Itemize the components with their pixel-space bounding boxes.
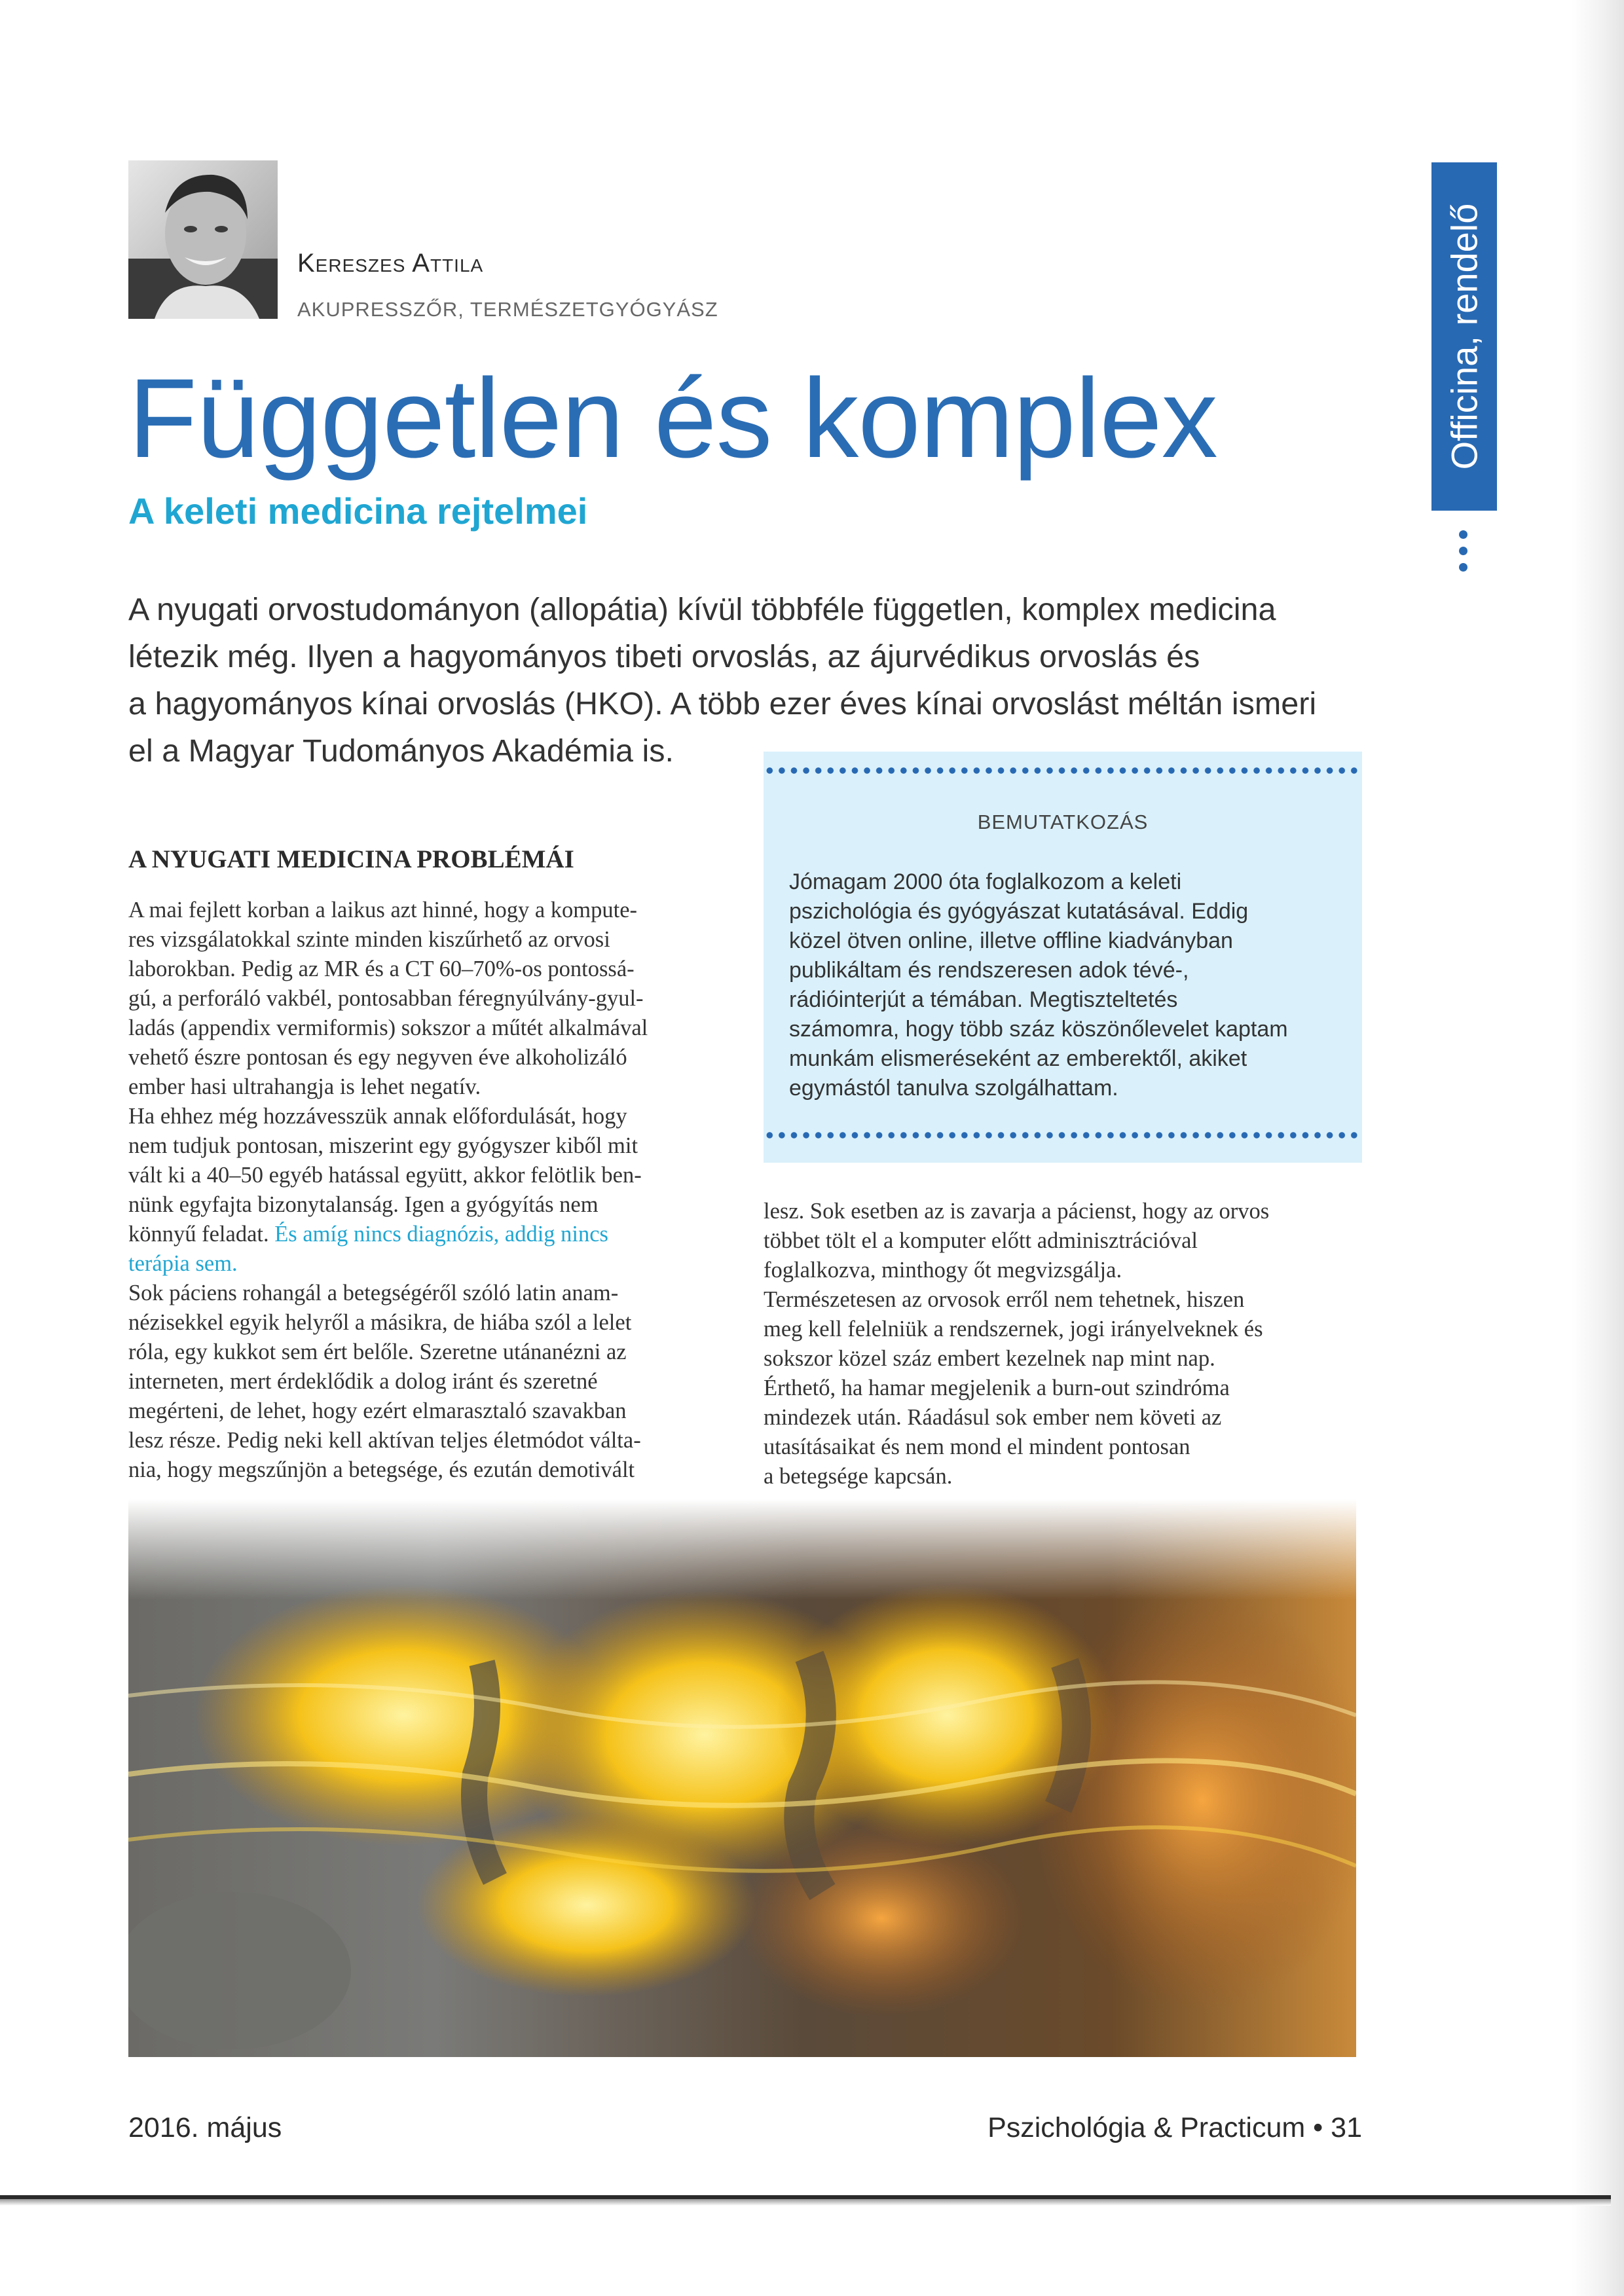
article-subtitle: A keleti medicina rejtelmei — [128, 490, 588, 532]
footer-magazine-page: Pszichológia & Practicum • 31 — [987, 2112, 1362, 2143]
body-line: laborokban. Pedig az MR és a CT 60–70%-os pontossá- — [128, 957, 635, 981]
body-line: Természetesen az orvosok erről nem tehetnek, hiszen — [764, 1287, 1245, 1312]
body-line: sokszor közel száz embert kezelnek nap mint nap. — [764, 1346, 1215, 1371]
body-line: a betegsége kapcsán. — [764, 1464, 953, 1489]
author-portrait — [128, 160, 278, 319]
intro-box-text — [789, 867, 1346, 1103]
box-line: közel ötven online, illetve offline kiadványban — [789, 928, 1233, 953]
article-title: Független és komplex — [128, 355, 1217, 481]
body-line: interneten, mert érdeklődik a dolog iránt és szeretné — [128, 1369, 598, 1394]
reflection-image — [128, 1499, 1356, 2057]
box-line: egymástól tanulva szolgálhattam. — [789, 1076, 1118, 1101]
body-line: ember hasi ultrahangja is lehet negatív. — [128, 1074, 481, 1099]
body-line: Ha ehhez még hozzávesszük annak előfordulását, hogy — [128, 1104, 627, 1129]
body-line: vált ki a 40–50 egyéb hatással együtt, akkor felötlik ben- — [128, 1163, 642, 1188]
water-reflection-photo — [128, 1499, 1356, 2057]
page-bottom-shadow — [0, 2199, 1611, 2206]
body-line: Sok páciens rohangál a betegségéről szóló latin anam- — [128, 1281, 619, 1305]
box-line: publikáltam és rendszeresen adok tévé-, — [789, 958, 1189, 983]
body-line: nünk egyfajta bizonytalanság. Igen a gyógyítás nem — [128, 1192, 599, 1217]
paper-edge-shade — [1572, 0, 1624, 2296]
body-line: vehető észre pontosan és egy negyven éve alkoholizáló — [128, 1045, 627, 1070]
body-line: ladás (appendix vermiformis) sokszor a műtét alkalmával — [128, 1015, 648, 1040]
body-text: könnyű feladat. — [128, 1222, 275, 1247]
body-line: lesz. Sok esetben az is zavarja a pácienst, hogy az orvos — [764, 1199, 1270, 1224]
box-line: Jómagam 2000 óta foglalkozom a keleti — [789, 869, 1182, 894]
author-name: Kereszes Attila — [297, 249, 484, 278]
section-tab-dots — [1455, 530, 1471, 579]
intro-box-title: BEMUTATKOZÁS — [977, 811, 1149, 833]
body-line: foglalkozva, minthogy őt megvizsgálja. — [764, 1258, 1122, 1283]
body-line: megérteni, de lehet, hogy ezért elmarasztaló szavakban — [128, 1398, 627, 1423]
body-line: gú, a perforáló vakbél, pontosabban féregnyúlvány-gyul- — [128, 986, 644, 1011]
body-line: res vizsgálatokkal szinte minden kiszűrhető az orvosi — [128, 927, 610, 952]
box-line: pszichológia és gyógyászat kutatásával. Eddig — [789, 899, 1249, 924]
footer-date: 2016. május — [128, 2112, 282, 2143]
highlighted-quote: És amíg nincs diagnózis, addig nincs — [274, 1222, 608, 1247]
body-line: lesz része. Pedig neki kell aktívan teljes életmódot válta- — [128, 1428, 641, 1453]
box-line: munkám elismeréseként az emberektől, akiket — [789, 1046, 1247, 1071]
lead-paragraph — [128, 586, 1373, 774]
lead-line: a hagyományos kínai orvoslás (HKO). A több ezer éves kínai orvoslást méltán ismeri — [128, 686, 1317, 721]
body-line: meg kell felelniük a rendszernek, jogi irányelveknek és — [764, 1317, 1263, 1341]
box-line: rádióinterjút a témában. Megtiszteltetés — [789, 987, 1178, 1012]
body-line: utasításaikat és nem mond el mindent pontosan — [764, 1434, 1190, 1459]
lead-line: A nyugati orvostudományon (allopátia) kívül többféle független, komplex medicina — [128, 592, 1276, 627]
lead-line: el a Magyar Tudományos Akadémia is. — [128, 733, 674, 769]
section-tab-label: Officina, rendelő — [1443, 203, 1485, 470]
lead-line: létezik még. Ilyen a hagyományos tibeti orvoslás, az ájurvédikus orvoslás és — [128, 639, 1200, 674]
box-dotted-border-top — [764, 766, 1362, 775]
body-line: Érthető, ha hamar megjelenik a burn-out szindróma — [764, 1376, 1230, 1400]
body-line: A mai fejlett korban a laikus azt hinné, hogy a kompute- — [128, 898, 637, 922]
body-line: többet tölt el a komputer előtt adminisztrációval — [764, 1228, 1198, 1253]
body-line: nézisekkel egyik helyről a másikra, de hiába szól a lelet — [128, 1310, 632, 1335]
body-line: nem tudjuk pontosan, miszerint egy gyógyszer kiből mit — [128, 1133, 638, 1158]
highlighted-quote: terápia sem. — [128, 1251, 238, 1276]
body-column-left — [128, 896, 728, 1485]
section-heading: A NYUGATI MEDICINA PROBLÉMÁI — [128, 845, 574, 873]
body-line: róla, egy kukkot sem ért belőle. Szeretne utánanézni az — [128, 1339, 627, 1364]
portrait-photo — [128, 160, 278, 319]
body-line: mindezek után. Ráadásul sok ember nem követi az — [764, 1405, 1222, 1430]
box-line: számomra, hogy több száz köszönőlevelet kaptam — [789, 1017, 1288, 1042]
body-line: nia, hogy megszűnjön a betegsége, és ezután demotivált — [128, 1457, 635, 1482]
box-dotted-border-bottom — [764, 1131, 1362, 1140]
body-column-right — [764, 1197, 1363, 1491]
body-line-mixed — [128, 1220, 728, 1249]
author-role: AKUPRESSZŐR, TERMÉSZETGYÓGYÁSZ — [297, 298, 718, 321]
